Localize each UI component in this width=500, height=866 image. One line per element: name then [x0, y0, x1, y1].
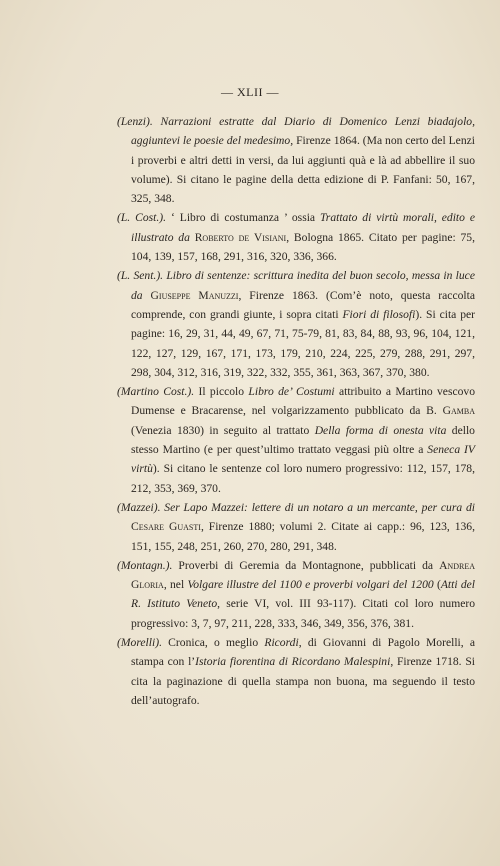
entry-sigla: (L. Sent.). [117, 269, 164, 283]
bibliography-entry [117, 498, 475, 556]
work-title: Narrazioni estratte dal Diario di Domenico Lenzi biadajolo, aggiuntevi le poesie del medesimo, [131, 115, 475, 148]
entry-sigla: (L. Cost.). [117, 211, 167, 225]
editor-name: Cesare Guasti [131, 520, 201, 534]
editor-name: Giuseppe Manuzzi [150, 288, 239, 302]
entry-text: ( [433, 578, 441, 592]
work-title: Ricordi [264, 636, 299, 650]
bibliography-entry [117, 112, 475, 208]
entry-text: , serie VI, vol. III 93-117). Citati col loro numero progressivo: 3, 7, 97, 211, 228, 333, 346, 349, 356, 376, 381. [131, 597, 476, 630]
entry-text: , nel [163, 578, 188, 592]
entry-text: attribuito a Martino vescovo Dumense e Bracarense, nel volgarizzamento pubblicato da B. [131, 385, 476, 418]
entry-text: , Firenze 1718. Si cita la paginazione di quella stampa non buona, ma seguendo il testo dell’autografo. [131, 655, 475, 707]
work-title: Volgare illustre del 1100 e proverbi volgari del 1200 [187, 578, 434, 592]
entry-text [143, 289, 151, 302]
work-title: Seneca IV virtù [131, 443, 475, 476]
entry-text: ‘ Libro di costumanza ’ ossia [170, 211, 320, 225]
bibliography-entry [117, 633, 475, 710]
work-title: Ser Lapo Mazzei: lettere di un notaro a un mercante, per cura di [164, 500, 475, 514]
entry-sigla: (Lenzi). [117, 115, 153, 128]
editor-name: Andrea Gloria [131, 558, 475, 592]
entry-text: , Firenze 1880; volumi 2. Citate ai capp.: 96, 123, 136, 151, 155, 248, 251, 260, 270, 280, 291, 348. [131, 520, 475, 553]
work-title: Fiori di filosofi [342, 307, 416, 321]
entry-text: ). Si citano le sentenze col loro numero progressivo: 112, 157, 178, 212, 353, 369, 370. [131, 462, 475, 495]
entry-sigla: (Mazzei). [117, 500, 161, 514]
entry-text: Cronica, o meglio [168, 636, 265, 650]
entry-sigla: (Morelli). [117, 636, 162, 650]
entry-text: Firenze 1864. (Ma non certo del Lenzi i proverbi e altri detti in versi, da lui aggiunti quà e là ad abbellire il suo volume). Si citano le pagine della detta edizione di P. Fanfani: 50, 167, 325, 348. [131, 134, 475, 206]
bibliography-entry [117, 382, 475, 498]
entry-text: Proverbi di Geremia da Montagnone, pubblicati da [178, 558, 440, 572]
page-header: — XLII — [221, 85, 279, 99]
work-title: Libro de’ Costumi [248, 385, 335, 399]
work-title: Libro di sentenze: scrittura inedita del buon secolo, messa in luce da [131, 269, 475, 302]
work-title: Della forma di onesta vita [314, 423, 447, 437]
entry-text: , Firenze 1863. (Com’è noto, questa raccolta comprende, con grandi giunte, i sopra citati [131, 288, 475, 321]
entry-text: Il piccolo [198, 385, 249, 399]
work-title: Trattato di virtù morali, edito e illustrato da [131, 211, 475, 244]
editor-name: Gamba [442, 404, 475, 418]
entry-text: , Bologna 1865. Citato per pagine: 75, 104, 139, 157, 168, 291, 316, 320, 336, 366. [131, 230, 475, 264]
bibliography-entry [117, 208, 475, 266]
bibliography-entry [117, 266, 475, 382]
entry-text: dello stesso Martino (e per quest’ultimo trattato veggasi più oltre a [131, 423, 475, 457]
entry-text: , di Giovanni di Pagolo Morelli, a stampa con l’ [131, 636, 475, 669]
entry-sigla: (Martino Cost.). [117, 385, 195, 399]
entry-sigla: (Montagn.). [117, 558, 173, 572]
work-title: Atti del R. Istituto Veneto [131, 578, 476, 611]
bibliography-list [117, 112, 475, 710]
bibliography-entry [117, 556, 475, 633]
editor-name: Roberto de Visiani [194, 230, 287, 244]
entry-text: (Venezia 1830) in seguito al trattato [131, 423, 315, 437]
entry-text: ). Si cita per pagine: 16, 29, 31, 44, 49, 67, 71, 75-79, 81, 83, 84, 88, 93, 96, 104, 121, 122, 127, 129, 167, 171, 173, 179, 210, 224, 225, 279, 288, 291, 297, 298, 304, 312, 316, 319, 322, 332, 355, 361, 363, 367, 370, 380. [131, 307, 476, 379]
work-title: Istoria fiorentina di Ricordano Malespini [195, 655, 391, 669]
